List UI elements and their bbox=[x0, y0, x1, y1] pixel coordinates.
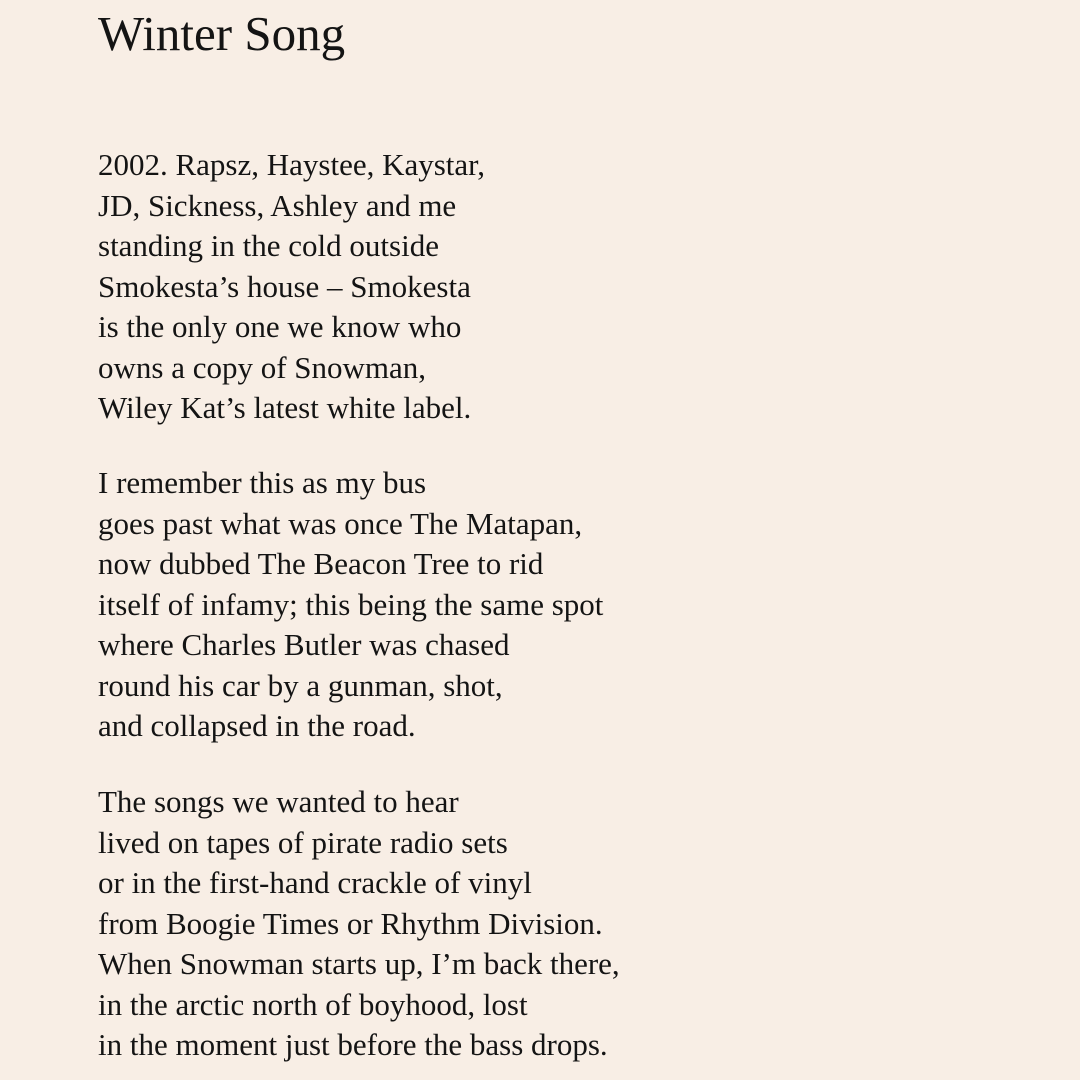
poem-line: in the arctic north of boyhood, lost bbox=[98, 986, 528, 1022]
poem-line: lived on tapes of pirate radio sets bbox=[98, 824, 508, 860]
poem-line: where Charles Butler was chased bbox=[98, 627, 510, 662]
poem-line: now dubbed The Beacon Tree to rid bbox=[98, 546, 544, 581]
poem-line: 2002. Rapsz, Haystee, Kaystar, bbox=[98, 147, 486, 182]
poem-line: or in the first-hand crackle of vinyl bbox=[98, 865, 532, 900]
poem-line: standing in the cold outside bbox=[98, 228, 439, 263]
poem-line: round his car by a gunman, shot, bbox=[98, 667, 503, 703]
poem-line: from Boogie Times or Rhythm Division. bbox=[98, 905, 603, 941]
poem-line: owns a copy of Snowman, bbox=[98, 349, 427, 385]
poem-line: Wiley Kat’s latest white label. bbox=[98, 390, 472, 425]
poem-line: JD, Sickness, Ashley and me bbox=[98, 187, 457, 223]
poem-line: is the only one we know who bbox=[98, 309, 462, 344]
poem-title: Winter Song bbox=[98, 6, 346, 61]
stanza-1 bbox=[98, 145, 485, 429]
stanza-2 bbox=[98, 463, 603, 747]
poem-line: When Snowman starts up, I’m back there, bbox=[98, 946, 620, 981]
poem-line: The songs we wanted to hear bbox=[98, 784, 459, 819]
stanza-3 bbox=[98, 782, 620, 1066]
poem-line: in the moment just before the bass drops. bbox=[98, 1027, 608, 1062]
poem-line: I remember this as my bus bbox=[98, 465, 427, 500]
poem-line: Smokesta’s house – Smokesta bbox=[98, 268, 471, 304]
poem-line: itself of infamy; this being the same spot bbox=[98, 586, 604, 622]
poem-line: and collapsed in the road. bbox=[98, 708, 416, 743]
poem-line: goes past what was once The Matapan, bbox=[98, 505, 583, 541]
